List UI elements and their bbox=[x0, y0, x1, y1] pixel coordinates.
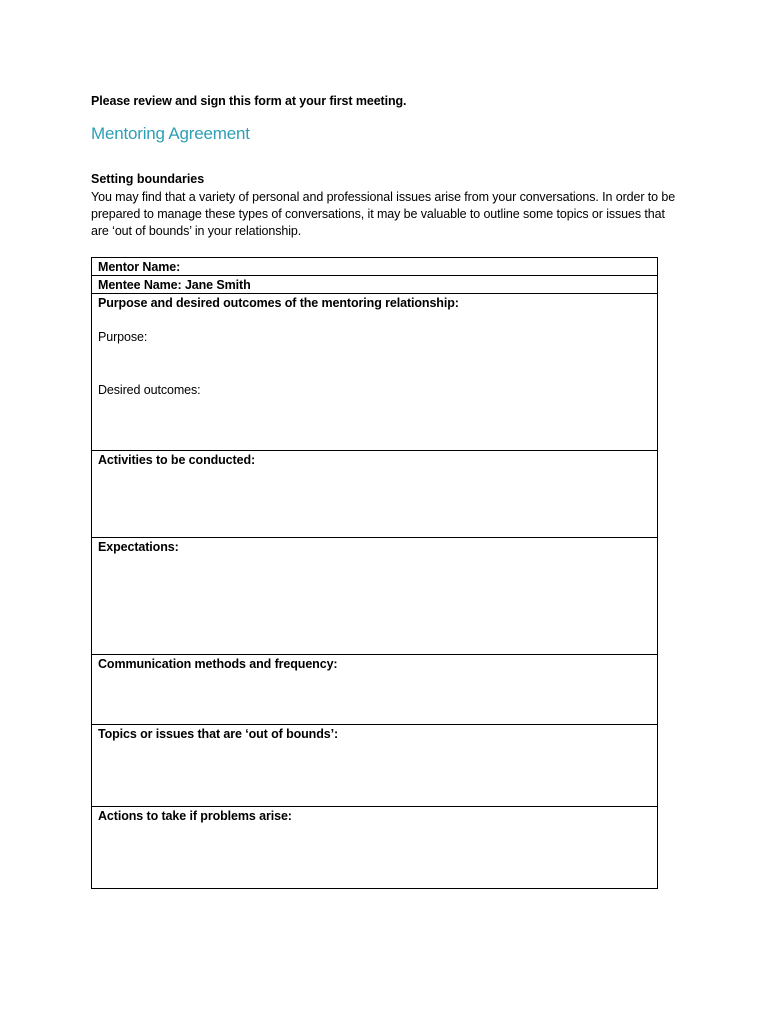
section-heading: Setting boundaries bbox=[91, 172, 205, 186]
mentee-name-value[interactable]: Jane Smith bbox=[184, 278, 251, 292]
agreement-form-table bbox=[91, 257, 658, 889]
desired-outcomes-label: Desired outcomes: bbox=[98, 383, 201, 397]
out-of-bounds-topics-row[interactable] bbox=[92, 725, 657, 807]
expectations-label: Expectations: bbox=[98, 540, 179, 554]
communication-label: Communication methods and frequency: bbox=[98, 657, 338, 671]
communication-row[interactable] bbox=[92, 655, 657, 725]
activities-label: Activities to be conducted: bbox=[98, 453, 256, 467]
mentor-name-label: Mentor Name: bbox=[98, 260, 181, 274]
purpose-outcomes-heading: Purpose and desired outcomes of the mentoring relationship: bbox=[98, 296, 459, 310]
expectations-row[interactable] bbox=[92, 538, 657, 655]
mentor-name-row[interactable] bbox=[92, 258, 657, 276]
activities-row[interactable] bbox=[92, 451, 657, 538]
mentee-name-row[interactable] bbox=[92, 276, 657, 294]
problem-actions-label: Actions to take if problems arise: bbox=[98, 809, 292, 823]
out-of-bounds-topics-label: Topics or issues that are ‘out of bounds’: bbox=[98, 727, 339, 741]
page-title: Mentoring Agreement bbox=[91, 124, 250, 143]
mentee-name-label: Mentee Name: bbox=[98, 278, 182, 292]
section-body-text: You may find that a variety of personal and professional issues arise from your conversations. In order to be prepared to manage these types of conversations, it may be valuable to outline some topics or issues that are ‘out of bounds’ in your relationship. bbox=[91, 190, 676, 238]
intro-instruction: Please review and sign this form at your first meeting. bbox=[91, 94, 407, 108]
purpose-label: Purpose: bbox=[98, 330, 148, 344]
problem-actions-row[interactable] bbox=[92, 807, 657, 888]
purpose-outcomes-row[interactable] bbox=[92, 294, 657, 451]
